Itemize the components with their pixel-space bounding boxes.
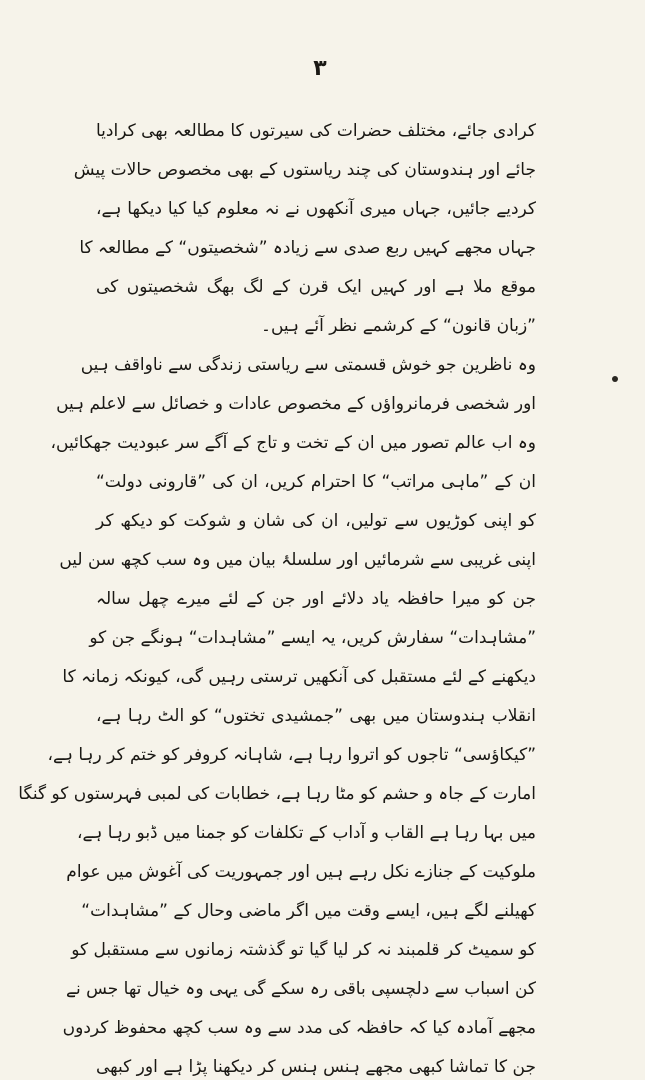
text-line: وہ اب عالم تصور میں ان کے تخت و تاج کے آگے سر عبودیت جھکائیں،: [50, 433, 536, 453]
text-line: مجھے آمادہ کیا کہ حافظہ کی مدد سے وہ سب کچھ محفوظ کردوں: [62, 1018, 536, 1038]
text-line: اور شخصی فرمانرواؤں کے مخصوص عادات و خصائل سے لاعلم ہیں: [56, 394, 536, 414]
text-line: دیکھنے کے لئے مستقبل کی آنکھیں ترستی رہیں گی، کیونکہ زمانہ کا: [62, 667, 536, 687]
text-line: موقع ملا ہے اور کہیں ایک قرن کے لگ بھگ شخصیتوں کی: [96, 277, 536, 297]
text-line: جائے اور ہندوستان کی چند ریاستوں کے بھی مخصوص حالات پیش: [73, 160, 536, 180]
text-line: کن اسباب سے دلچسپی باقی رہ سکے گی یہی وہ خیال تھا جس نے: [65, 979, 536, 999]
text-line: اپنی غریبی سے شرمائیں اور سلسلۂ بیان میں وہ سب کچھ سن لیں: [59, 550, 536, 570]
text-line: جن کو میرا حافظہ یاد دلائے اور جن کے لئے میرے چھل سالہ: [96, 589, 536, 609]
text-line: وہ ناظرین جو خوش قسمتی سے ریاستی زندگی سے ناواقف ہیں: [80, 355, 536, 375]
text-line: ”مشاہدات“ سفارش کریں، یہ ایسے ”مشاہدات“ ہونگے جن کو: [89, 628, 536, 648]
text-line: ”کیکاؤسی“ تاجوں کو اتروا رہا ہے، شاہانہ کروفر کو ختم کر رہا ہے،: [47, 745, 536, 765]
body-text: [18, 112, 536, 1087]
text-line: جن کا تماشا کبھی مجھے ہنس ہنس کر دیکھنا پڑا ہے اور کبھی: [96, 1057, 536, 1077]
text-line: ”زبان قانون“ کے کرشمے نظر آئے ہیں۔: [261, 316, 536, 336]
text-line: کو سمیٹ کر قلمبند نہ کر لیا گیا تو گذشتہ زمانوں سے مستقبل کو: [71, 940, 536, 960]
text-line: کردیے جائیں، جہاں میری آنکھوں نے نہ معلوم کیا کیا دیکھا ہے،: [96, 199, 536, 219]
text-line: کرادی جائے، مختلف حضرات کی سیرتوں کا مطالعہ بھی کرادیا: [96, 121, 536, 141]
margin-ink-dot: [612, 376, 618, 382]
page-number: ۳: [313, 56, 327, 81]
text-line: انقلاب ہندوستان میں بھی ”جمشیدی تختوں“ کو الٹ رہا ہے،: [96, 706, 536, 726]
text-line: جہاں مجھے کہیں ربع صدی سے زیادہ ”شخصیتوں“ کے مطالعہ کا: [79, 238, 536, 258]
text-line: کو اپنی کوڑیوں سے تولیں، ان کی شان و شوکت کو دیکھ کر: [96, 511, 536, 531]
text-line: امارت کے جاہ و حشم کو مٹا رہا ہے، خطابات کی لمبی فہرستوں کو گنگا: [18, 784, 536, 804]
text-line: میں بہا رہا ہے القاب و آداب کے تکلفات کو جمنا میں ڈبو رہا ہے،: [76, 823, 536, 843]
text-line: ملوکیت کے جنازے نکل رہے ہیں اور جمہوریت کی آغوش میں عوام: [66, 862, 536, 882]
text-line: ان کے ”ماہی مراتب“ کا احترام کریں، ان کی ”قارونی دولت“: [96, 472, 536, 492]
text-line: کھیلنے لگے ہیں، ایسے وقت میں اگر ماضی وحال کے ”مشاہدات“: [81, 901, 536, 921]
